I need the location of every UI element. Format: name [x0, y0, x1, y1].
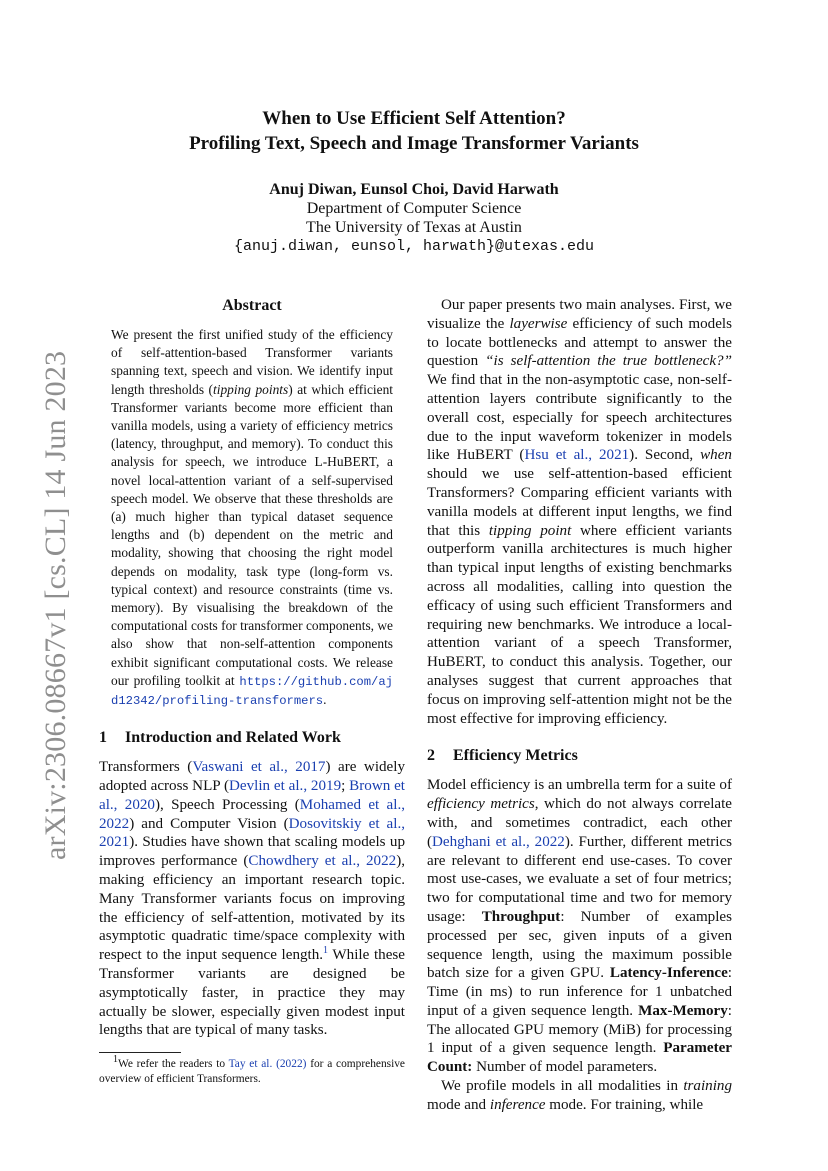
metric-parameter-count: Parameter Count:	[427, 1040, 732, 1076]
metric-throughput: Throughput	[481, 908, 561, 925]
abstract-heading: Abstract	[222, 297, 282, 314]
metric-max-memory: Max-Memory	[638, 1002, 728, 1019]
section-2-paragraph: Model efficiency is an umbrella term for a suite of efficiency metrics, which do not always correlate with, and sometimes contradict, each other (Dehghani et al., 2022). Further, different metrics are relevant to different end use-cases. To cover most use-cases, we evaluate a set of four metrics; two for computational time and two for memory usage: Throughput: Number of examples processed per sec, given inputs of a given sequence length, using the maximum possible batch size for a given GPU. Latency-Inference: Time (in ms) to run inference for 1 unbatched input of a given sequence length. Max-Memory: The allocated GPU memory (MiB) for processing 1 input of a given sequence length. Parameter Count: Number of model parameters.	[427, 777, 733, 1076]
citation-devlin[interactable]: Devlin et al., 2019	[229, 778, 342, 795]
university: The University of Texas at Austin	[306, 219, 522, 236]
title-line-1: When to Use Efficient Self Attention?	[262, 108, 566, 129]
author-emails: {anuj.diwan, eunsol, harwath}@utexas.edu	[233, 238, 595, 255]
metric-latency: Latency-Inference	[609, 965, 728, 982]
footnote-rule	[99, 1052, 181, 1053]
citation-dosovitskiy[interactable]: Dosovitskiy et al., 2021	[99, 815, 405, 851]
citation-chowdhery[interactable]: Chowdhery et al., 2022	[248, 853, 397, 870]
section-2-heading: 2 Efficiency Metrics	[427, 747, 578, 765]
citation-hsu[interactable]: Hsu et al., 2021	[524, 447, 630, 464]
section-1-heading: 1 Introduction and Related Work	[99, 729, 341, 747]
arxiv-stamp: arXiv:2306.08667v1 [cs.CL] 14 Jun 2023	[39, 350, 72, 860]
section-2-paragraph-2: We profile models in all modalities in training mode and inference mode. For training, while	[427, 1078, 732, 1113]
right-column	[427, 296, 732, 1115]
footnote-marker[interactable]: 1	[323, 945, 329, 957]
toolkit-link[interactable]: https://github.com/ajd12342/profiling-transformers	[111, 674, 393, 709]
author-list: Anuj Diwan, Eunsol Choi, David Harwath	[269, 181, 559, 198]
paper-header	[0, 106, 828, 257]
left-column	[99, 296, 405, 1087]
citation-brown[interactable]: Brown et al., 2020	[99, 778, 405, 813]
citation-mohamed[interactable]: Mohamed et al., 2022	[99, 796, 405, 832]
section-1-paragraph: Transformers (Vaswani et al., 2017) are widely adopted across NLP (Devlin et al., 2019; Brown et al., 2020), Speech Processing (Mohamed et al., 2022) and Computer Vision (Dosovitskiy et al., 2021). Studies have shown that scaling models up improves performance (Chowdhery et al., 2022), making efficiency an important research topic. Many Transformer variants focus on improving the efficiency of self-attention, motivated by its asymptotic quadratic time/space complexity with respect to the input sequence length.$^1$ While these Transformer variants are designed be asymptotically faster, in practice they may actually be slower, especially given modest input lengths that are typical of many tasks.	[99, 759, 405, 1039]
footnote-1: $^1$We refer the readers to Tay et al. (2022) for a comprehensive overview of efficient Transformers.	[99, 1054, 405, 1086]
department: Department of Computer Science	[306, 200, 522, 217]
abstract-text: We present the first unified study of the efficiency of self-attention-based Transformer variants spanning text, speech and vision. We identify input length thresholds (tipping points) at which efficient Transformer variants become more efficient than vanilla models, using a variety of efficiency metrics (latency, throughput, and memory). To conduct this analysis for speech, we introduce L-HuBERT, a novel local-attention variant of a self-supervised speech model. We observe that these thresholds are (a) much higher than typical dataset sequence lengths and (b) dependent on the metric and modality, showing that choosing the right model depends on modality, task type (long-form vs. typical context) and resource constraints (time vs. memory). By visualising the breakdown of the computational costs for transformer components, we also show that non-self-attention components exhibit significant computational costs. We release our profiling toolkit at https://github.com/ajd12342/profiling-transformers.	[111, 327, 393, 709]
paper-title	[0, 106, 828, 156]
title-line-2: Profiling Text, Speech and Image Transformer Variants	[189, 133, 639, 154]
citation-dehghani[interactable]: Dehghani et al., 2022	[432, 833, 565, 850]
citation-tay[interactable]: Tay et al. (2022)	[228, 1058, 307, 1071]
intro-continued-paragraph: Our paper presents two main analyses. First, we visualize the layerwise efficiency of such models to locate bottlenecks and attempt to answer the question “is self-attention the true bottleneck?” We find that in the non-asymptotic case, non-self-attention layers contribute significantly to the overall cost, especially for speech architectures due to the input waveform tokenizer in models like HuBERT (Hsu et al., 2021). Second, when should we use self-attention-based efficient Transformers? Comparing efficient variants with vanilla models at different input lengths, we find that this tipping point where efficient variants outperform vanilla architectures is much higher than typical input lengths of existing benchmarks across all modalities, calling into question the efficacy of using such efficient Transformers and requiring new benchmarks. We introduce a local-attention variant of a speech Transformer, HuBERT, to conduct this analysis. Together, our analyses suggest that current approaches that focus on improving self-attention might not be the most effective for improving efficiency.	[427, 297, 732, 727]
citation-vaswani[interactable]: Vaswani et al., 2017	[192, 759, 326, 776]
